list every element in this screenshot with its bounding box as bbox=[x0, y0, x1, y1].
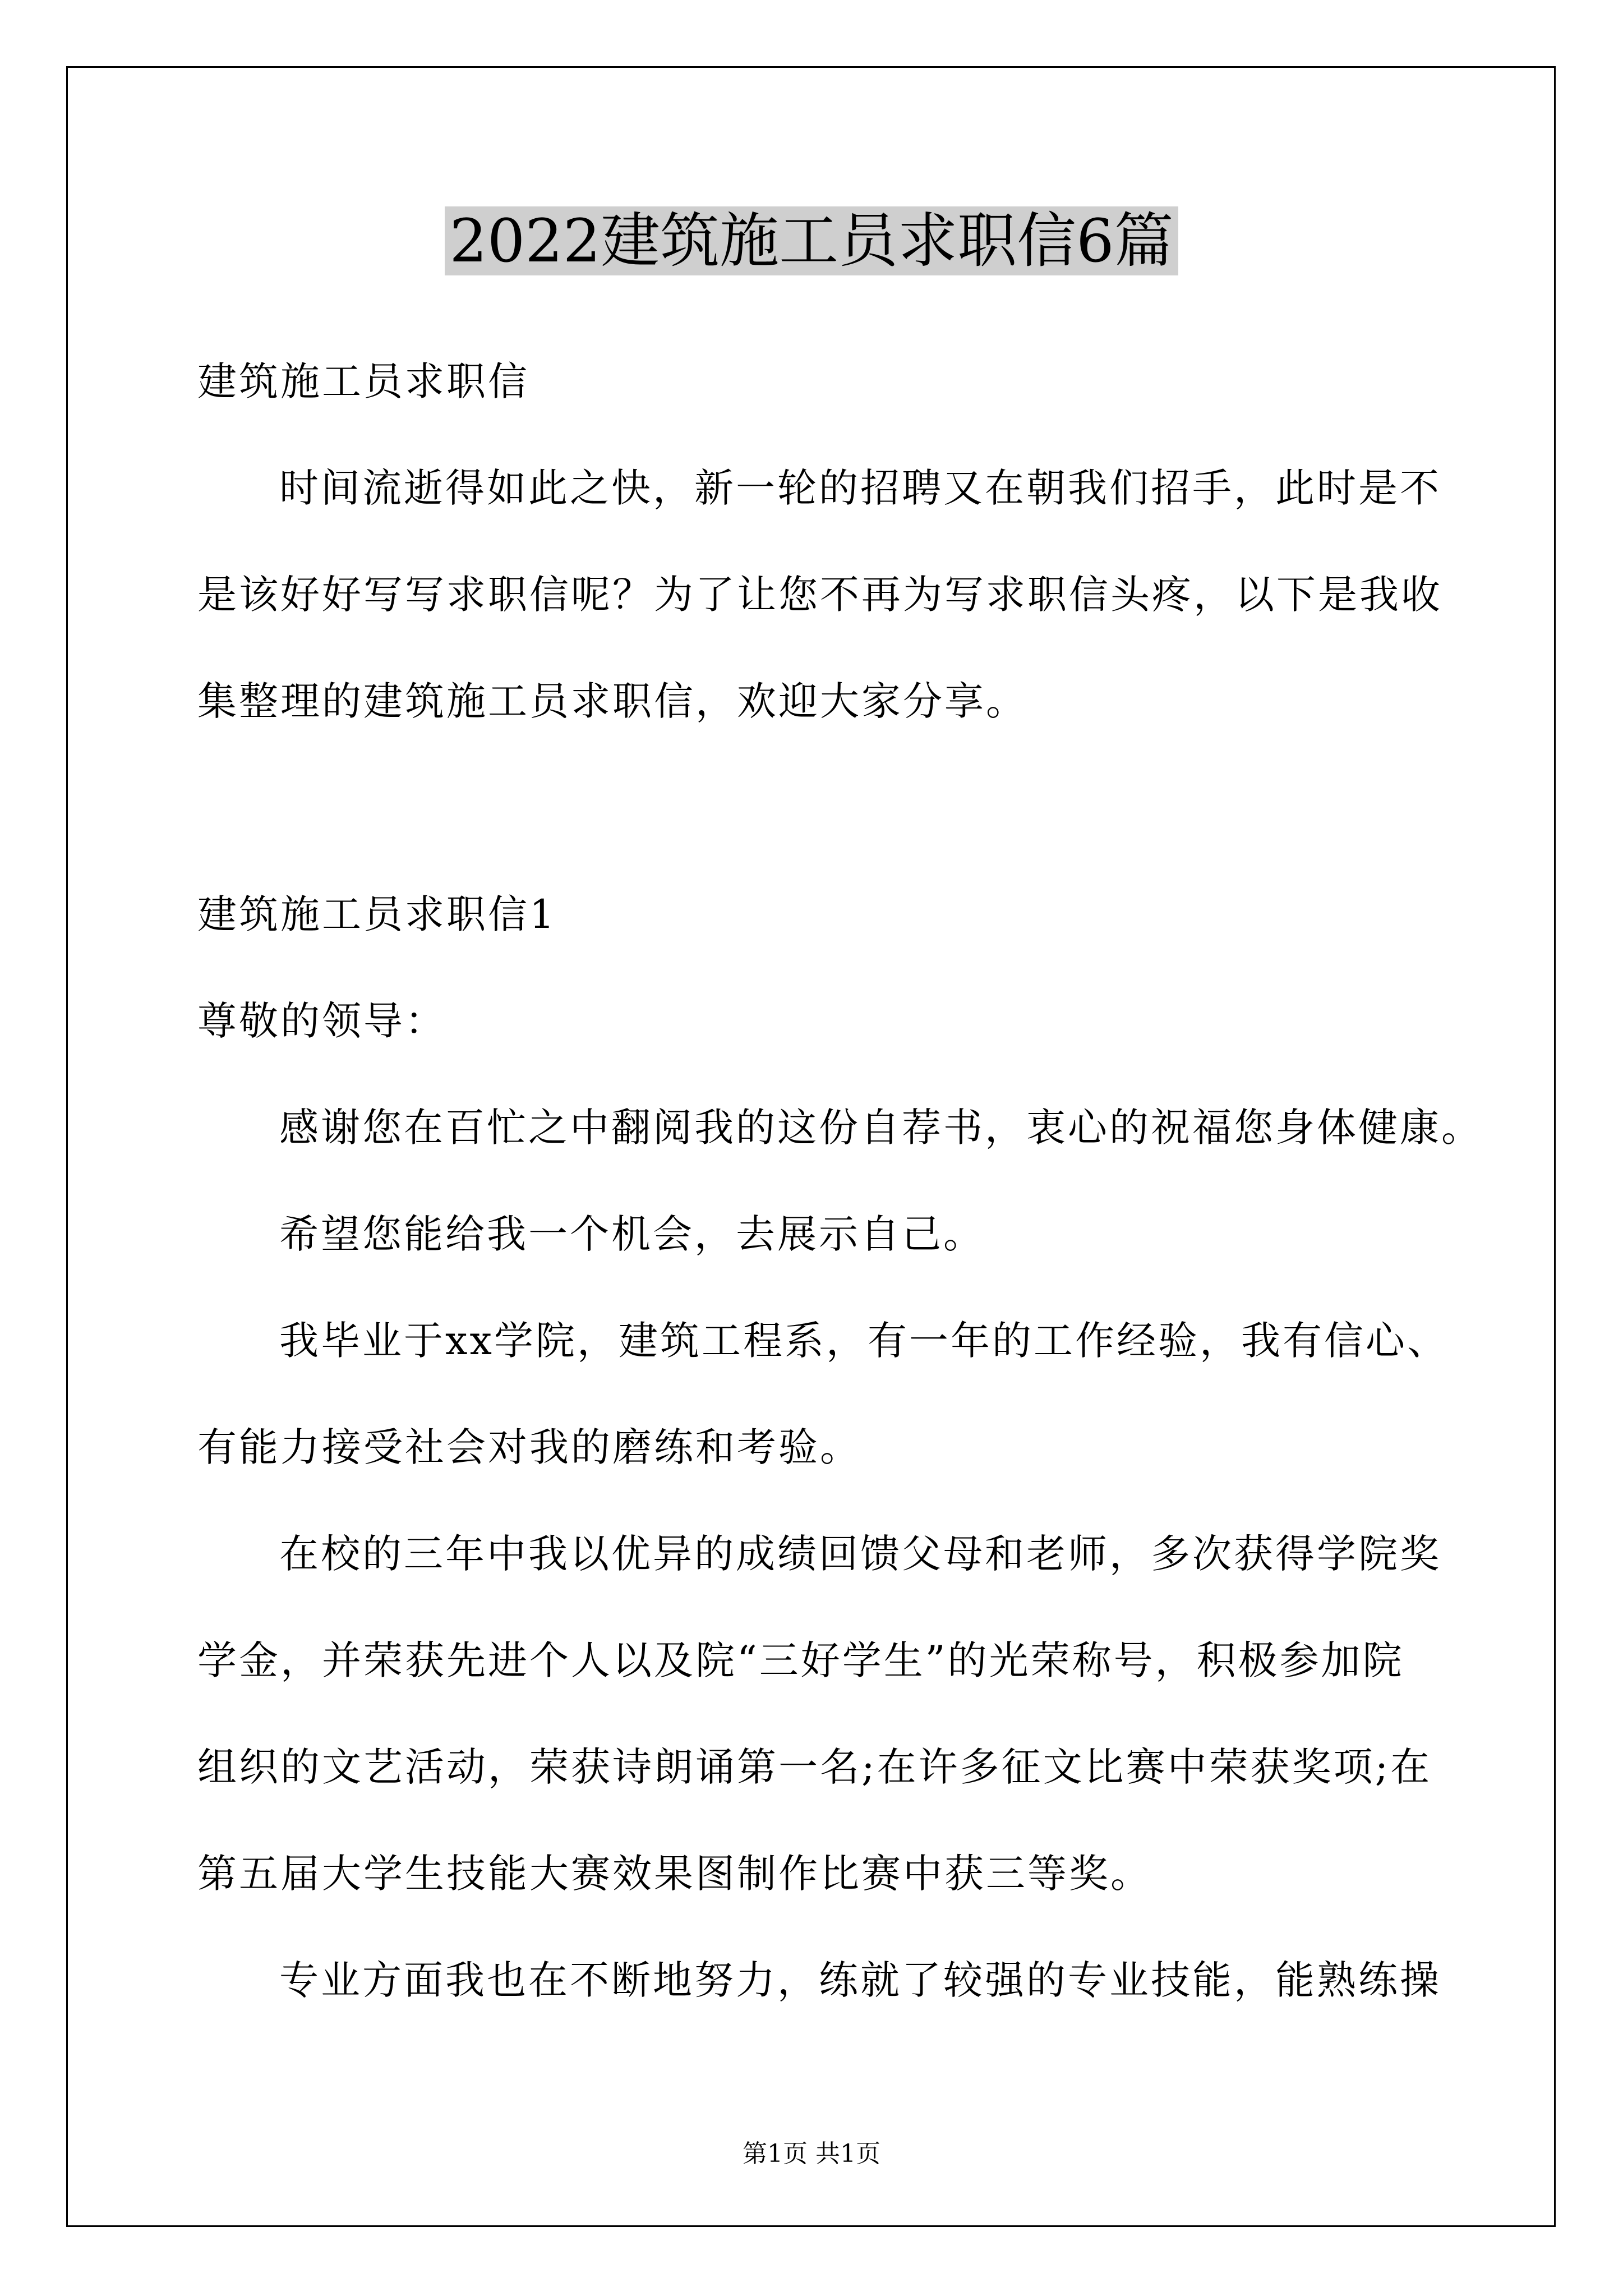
salutation: 尊敬的领导： bbox=[197, 998, 446, 1044]
paragraph-line: 我毕业于xx学院，建筑工程系，有一年的工作经验，我有信心、 bbox=[279, 1318, 1449, 1364]
section-heading-intro: 建筑施工员求职信 bbox=[197, 358, 529, 404]
paragraph-line: 学金，并荣获先进个人以及院“三好学生”的光荣称号，积极参加院 bbox=[197, 1637, 1404, 1683]
document-title-text: 2022建筑施工员求职信6篇 bbox=[445, 206, 1178, 275]
paragraph-line: 第五届大学生技能大赛效果图制作比赛中获三等奖。 bbox=[197, 1851, 1152, 1897]
paragraph-line: 专业方面我也在不断地努力，练就了较强的专业技能，能熟练操 bbox=[279, 1957, 1441, 2003]
paragraph-line: 希望您能给我一个机会，去展示自己。 bbox=[279, 1211, 985, 1257]
paragraph-line: 有能力接受社会对我的磨练和考验。 bbox=[197, 1424, 861, 1470]
paragraph-line: 集整理的建筑施工员求职信，欢迎大家分享。 bbox=[197, 678, 1027, 724]
section-heading-letter-1: 建筑施工员求职信1 bbox=[197, 891, 557, 937]
page-footer: 第1页 共1页 bbox=[743, 2139, 880, 2168]
paragraph-line: 时间流逝得如此之快，新一轮的招聘又在朝我们招手，此时是不 bbox=[279, 465, 1441, 511]
document-title bbox=[0, 199, 1623, 283]
paragraph-line: 在校的三年中我以优异的成绩回馈父母和老师，多次获得学院奖 bbox=[279, 1531, 1441, 1577]
paragraph-line: 是该好好写写求职信呢？为了让您不再为写求职信头疼，以下是我收 bbox=[197, 572, 1442, 618]
paragraph-line: 组织的文艺活动，荣获诗朗诵第一名;在许多征文比赛中荣获奖项;在 bbox=[197, 1744, 1432, 1790]
paragraph-line: 感谢您在百忙之中翻阅我的这份自荐书，衷心的祝福您身体健康。 bbox=[279, 1105, 1483, 1151]
